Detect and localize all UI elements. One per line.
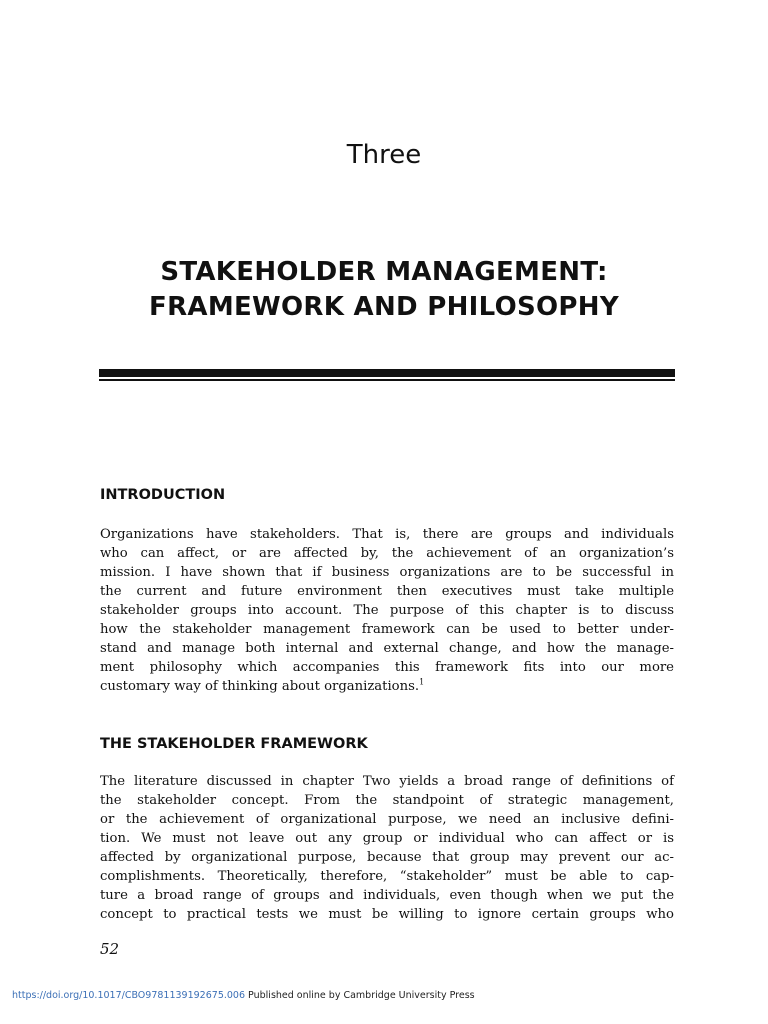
introduction-paragraph bbox=[100, 525, 674, 696]
page-number: 52 bbox=[100, 940, 120, 958]
framework-paragraph bbox=[100, 772, 674, 924]
section-heading-introduction: INTRODUCTION bbox=[100, 487, 226, 503]
paragraph-line: complishments. Theoretically, therefore, “stakeholder” must be able to cap- bbox=[100, 869, 674, 884]
paragraph-line: who can affect, or are affected by, the achievement of an organization’s bbox=[100, 546, 674, 561]
paragraph-line: affected by organizational purpose, because that group may prevent our ac- bbox=[100, 850, 674, 865]
paragraph-line: The literature discussed in chapter Two yields a broad range of definitions of bbox=[100, 774, 674, 789]
paragraph-line: how the stakeholder management framework can be used to better under- bbox=[100, 622, 674, 637]
chapter-title bbox=[0, 255, 768, 325]
paragraph-line: or the achievement of organizational purpose, we need an inclusive defini- bbox=[100, 812, 674, 827]
title-rule-thin bbox=[99, 379, 675, 381]
publisher-note: Published online by Cambridge University Press bbox=[248, 990, 475, 1001]
paragraph-line: ture a broad range of groups and individuals, even though when we put the bbox=[100, 888, 674, 903]
paragraph-line: Organizations have stakeholders. That is, there are groups and individuals bbox=[100, 527, 674, 542]
footnote-reference[interactable]: 1 bbox=[419, 677, 425, 687]
paragraph-line: stakeholder groups into account. The purpose of this chapter is to discuss bbox=[100, 603, 674, 618]
paragraph-line: stand and manage both internal and external change, and how the manage- bbox=[100, 641, 674, 656]
title-rule-thick bbox=[99, 369, 675, 377]
paragraph-line: ment philosophy which accompanies this framework fits into our more bbox=[100, 660, 674, 675]
chapter-title-line-1: STAKEHOLDER MANAGEMENT: bbox=[160, 257, 608, 287]
citation-footer bbox=[12, 990, 475, 1001]
paragraph-line-text: customary way of thinking about organizations. bbox=[100, 679, 420, 694]
paragraph-line: tion. We must not leave out any group or individual who can affect or is bbox=[100, 831, 674, 846]
doi-link[interactable]: https://doi.org/10.1017/CBO9781139192675.006 bbox=[12, 990, 246, 1001]
paragraph-line-last bbox=[100, 677, 674, 696]
paragraph-line: concept to practical tests we must be willing to ignore certain groups who bbox=[100, 907, 674, 922]
paragraph-line: the current and future environment then executives must take multiple bbox=[100, 584, 674, 599]
chapter-title-line-2: FRAMEWORK AND PHILOSOPHY bbox=[149, 292, 619, 322]
chapter-number: Three bbox=[346, 140, 422, 170]
paragraph-line: mission. I have shown that if business organizations are to be successful in bbox=[100, 565, 674, 580]
section-heading-stakeholder-framework: THE STAKEHOLDER FRAMEWORK bbox=[100, 736, 368, 752]
paragraph-line: the stakeholder concept. From the standpoint of strategic management, bbox=[100, 793, 674, 808]
